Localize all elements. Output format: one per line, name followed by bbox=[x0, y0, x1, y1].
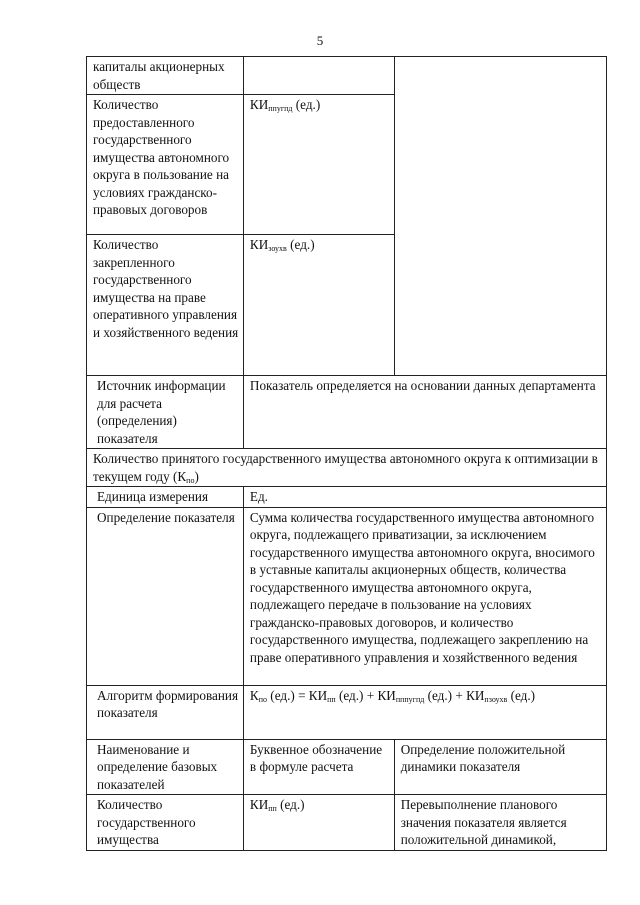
section-title-text: Количество принятого государственного имущества автономного округа к оптимизации в текущем году (К bbox=[93, 451, 598, 484]
symbol-sub: пп bbox=[268, 804, 277, 813]
section-title-tail: ) bbox=[194, 468, 199, 484]
indicator-table bbox=[86, 56, 607, 851]
formula-part: (ед.) + КИ bbox=[335, 687, 396, 703]
row-value: Сумма количества государственного имущества автономного округа, подлежащего приватизации, за исключением государственного имущества автономного округа, вносимого в уставные капиталы акционерных обществ, количества государственного имущества автономного округа, подлежащего передаче в пользование на условиях гражданско-правовых договоров, и количество государственного имущества, подлежащего закреплению на праве оперативного управления и хозяйственного ведения bbox=[243, 507, 606, 685]
table-row bbox=[87, 487, 607, 508]
table-row bbox=[87, 507, 607, 685]
formula-sub: пппугпд bbox=[395, 694, 425, 704]
row-label: Количество закрепленного государственного имущества на праве оперативного управления и хозяйственного ведения bbox=[87, 235, 244, 376]
row-value: Ед. bbox=[243, 487, 606, 508]
symbol-sub: зоухв bbox=[268, 244, 287, 253]
table-row bbox=[87, 795, 607, 851]
row-label: Количество предоставленного государственного имущества автономного округа в пользование на условиях гражданско-правовых договоров bbox=[87, 95, 244, 235]
row-symbol bbox=[243, 57, 394, 95]
section-title-sub: по bbox=[186, 475, 195, 485]
row-value: Показатель определяется на основании данных департамента bbox=[243, 376, 606, 449]
table-row bbox=[87, 376, 607, 449]
symbol-unit: (ед.) bbox=[286, 237, 315, 252]
row-symbol bbox=[243, 795, 394, 851]
symbol-main: КИ bbox=[249, 797, 269, 812]
symbol-main: КИ bbox=[249, 237, 269, 252]
column-header: Наименование и определение базовых показателей bbox=[87, 739, 244, 795]
formula-part: К bbox=[249, 687, 259, 703]
formula-sub: пп bbox=[327, 694, 336, 704]
row-label: капиталы акционерных обществ bbox=[87, 57, 244, 95]
formula-part: (ед.) = КИ bbox=[267, 687, 328, 703]
table-row bbox=[87, 685, 607, 739]
symbol-unit: (ед.) bbox=[292, 97, 321, 112]
row-label: Единица измерения bbox=[87, 487, 244, 508]
formula-sub: по bbox=[258, 694, 267, 704]
table-row bbox=[87, 449, 607, 487]
empty-cell bbox=[394, 57, 606, 376]
column-header: Буквенное обозначение в формуле расчета bbox=[243, 739, 394, 795]
symbol-sub: ппугпд bbox=[268, 104, 293, 113]
row-label: Алгоритм формирования показателя bbox=[87, 685, 244, 739]
row-symbol bbox=[243, 95, 394, 235]
section-title bbox=[87, 449, 607, 487]
formula-part: (ед.) + КИ bbox=[424, 687, 485, 703]
row-symbol bbox=[243, 235, 394, 376]
formula-part: (ед.) bbox=[507, 687, 536, 703]
table-row bbox=[87, 739, 607, 795]
symbol-main: КИ bbox=[249, 97, 269, 112]
row-label: Определение показателя bbox=[87, 507, 244, 685]
formula bbox=[243, 685, 606, 739]
row-value: Перевыполнение планового значения показателя является положительной динамикой, bbox=[394, 795, 606, 851]
symbol-unit: (ед.) bbox=[276, 797, 305, 812]
row-label: Источник информации для расчета (определения) показателя bbox=[87, 376, 244, 449]
table-row bbox=[87, 57, 607, 95]
formula-sub: пзоухв bbox=[484, 694, 508, 704]
column-header: Определение положительной динамики показателя bbox=[394, 739, 606, 795]
row-label: Количество государственного имущества bbox=[87, 795, 244, 851]
page-number: 5 bbox=[316, 33, 324, 48]
